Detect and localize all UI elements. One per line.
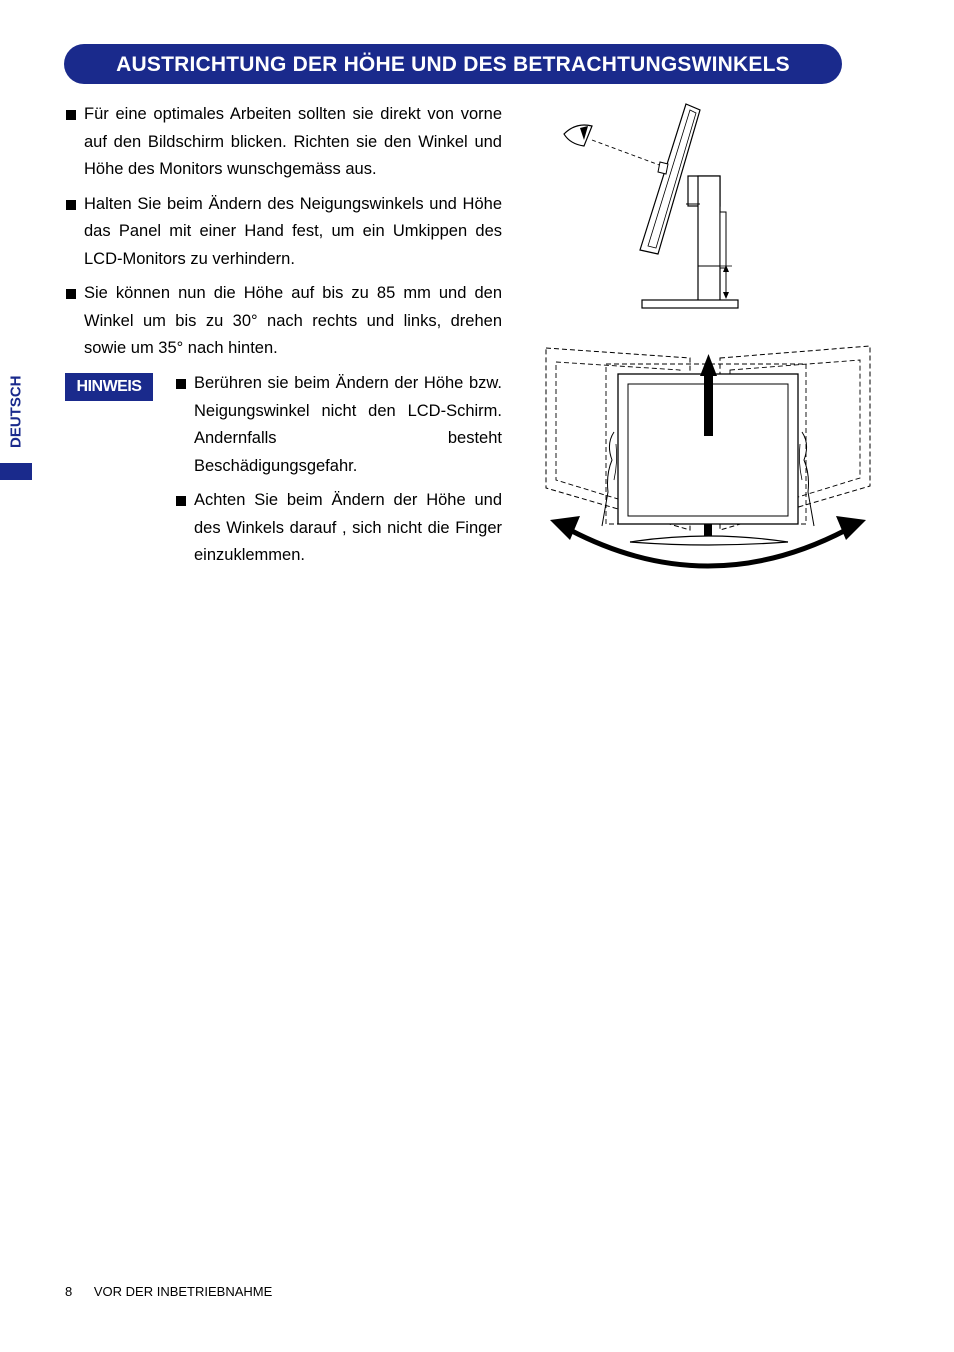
note-list [176, 370, 502, 577]
list-item-text: Für eine optimales Arbeiten sollten sie direkt von vorne auf den Bildschirm blicken. Richten sie den Winkel und Höhe des Monitors wunschgemäss aus. [84, 105, 502, 178]
list-item [66, 280, 502, 363]
list-item-text: Sie können nun die Höhe auf bis zu 85 mm und den Winkel um bis zu 30° nach rechts und links, drehen sowie um 35° nach hinten. [84, 284, 502, 357]
note-item-text: Achten Sie beim Ändern der Höhe und des Winkels darauf , sich nicht die Finger einzuklemmen. [194, 491, 502, 564]
note-item [176, 370, 502, 480]
note-badge: HINWEIS [65, 373, 153, 401]
instruction-list [66, 101, 502, 370]
note-item [176, 487, 502, 570]
list-item [66, 101, 502, 184]
page-number: 8 [65, 1284, 73, 1299]
bullet-square-icon [176, 379, 186, 389]
tilt-height-illustration [540, 100, 750, 312]
swivel-illustration [540, 340, 876, 578]
eye-icon [564, 125, 592, 146]
list-item-text: Halten Sie beim Ändern des Neigungswinkels und Höhe das Panel mit einer Hand fest, um ein Umkippen des LCD-Monitors zu verhindern. [84, 194, 502, 268]
section-name: VOR DER INBETRIEBNAHME [93, 1284, 273, 1299]
page-title: AUSTRICHTUNG DER HÖHE UND DES BETRACHTUNGSWINKELS [64, 44, 842, 84]
bullet-square-icon [66, 200, 76, 210]
page-footer [65, 1284, 272, 1299]
bullet-square-icon [176, 496, 186, 506]
language-tab-marker [0, 463, 32, 480]
bullet-square-icon [66, 110, 76, 120]
language-label: DEUTSCH [7, 375, 25, 449]
list-item [66, 191, 502, 274]
bullet-square-icon [66, 289, 76, 299]
note-item-text: Berühren sie beim Ändern der Höhe bzw. Neigungswinkel nicht den LCD-Schirm. Andernfalls besteht Beschädigungsgefahr. [194, 374, 502, 475]
